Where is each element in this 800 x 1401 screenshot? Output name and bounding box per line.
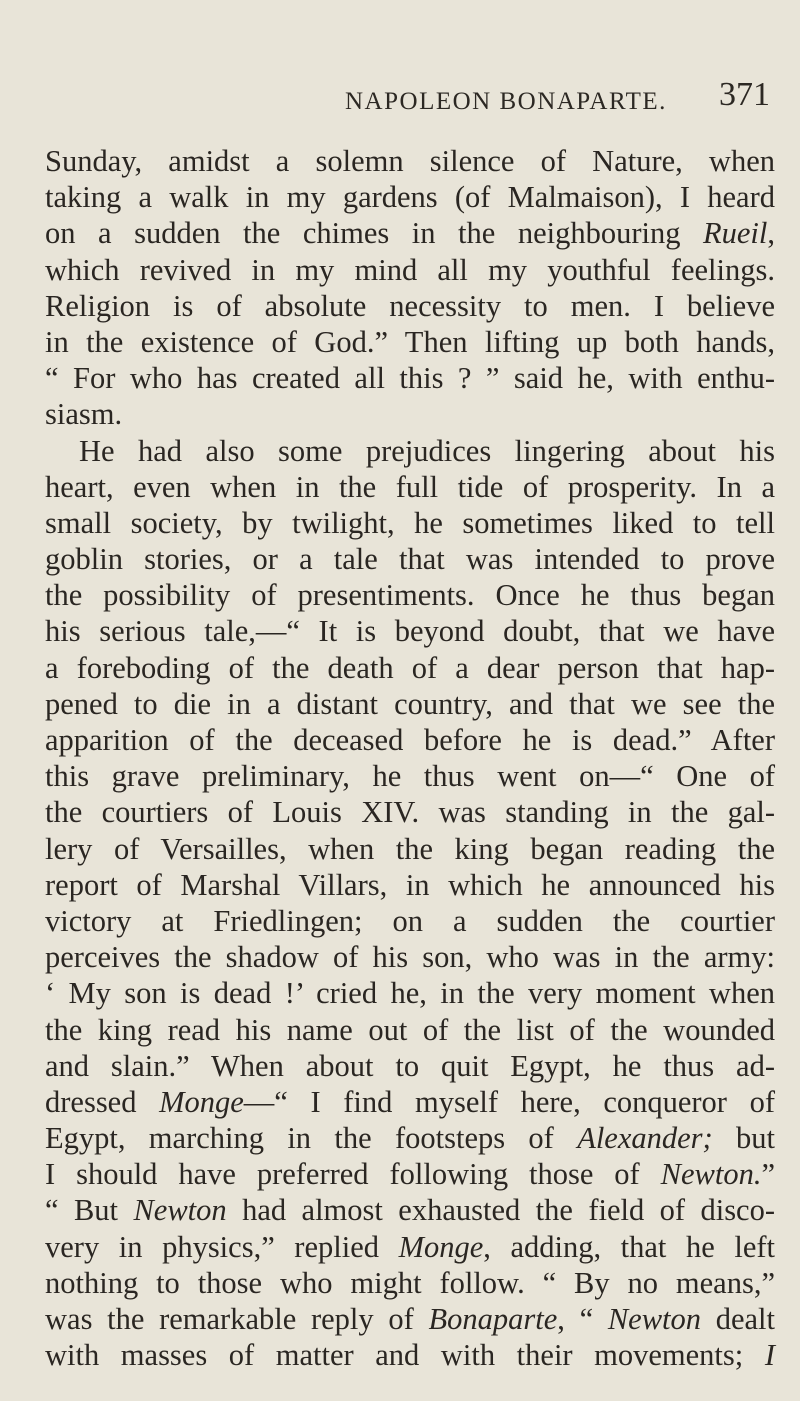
running-head [0, 76, 800, 128]
text-segment: which revived in my mind all my youthful feelings. [45, 252, 775, 287]
text-segment: heart, even when in the full tide of prosperity. In a [45, 469, 775, 504]
text-line [45, 360, 775, 396]
text-segment: report of Marshal Villars, in which he announced his [45, 867, 775, 902]
text-segment: with masses of matter and with their movements; [45, 1338, 765, 1373]
text-segment: —“ I find myself here, conqueror of [243, 1084, 775, 1119]
running-title: NAPOLEON BONAPARTE. [345, 88, 667, 115]
text-line [45, 794, 775, 830]
text-line [45, 1012, 775, 1048]
text-line [45, 252, 775, 288]
italic-text: Monge [398, 1229, 484, 1264]
text-segment: but [712, 1121, 775, 1156]
text-line [45, 722, 775, 758]
text-line [45, 686, 775, 722]
text-line [45, 1265, 775, 1301]
text-line [45, 324, 775, 360]
text-line [45, 541, 775, 577]
text-segment: was the remarkable reply of [45, 1302, 429, 1336]
text-segment: He had also some prejudices lingering about his [79, 433, 775, 468]
text-segment: the king read his name out of the list of the wounded [45, 1012, 775, 1047]
text-line [45, 1084, 775, 1120]
text-line [45, 396, 775, 432]
text-line [45, 1120, 775, 1156]
text-line [45, 179, 775, 215]
text-segment: I should have preferred following those of [45, 1157, 661, 1192]
text-segment: had almost exhausted the field of disco- [226, 1193, 776, 1228]
text-line [45, 1156, 775, 1192]
text-segment: taking a walk in my gardens (of Malmaison), I heard [45, 180, 775, 215]
italic-text: Newton [607, 1302, 702, 1336]
text-segment: , adding, that he left [483, 1229, 775, 1264]
text-segment: “ For who has created all this ? ” said he, with enthu- [45, 361, 775, 396]
italic-text: Rueil [703, 216, 768, 251]
text-line [45, 1301, 775, 1337]
italic-text: I [764, 1338, 775, 1373]
text-segment: goblin stories, or a tale that was intended to prove [45, 542, 775, 577]
text-line [45, 939, 775, 975]
italic-text: Monge [159, 1084, 244, 1119]
text-line [45, 215, 775, 251]
text-line [45, 288, 775, 324]
text-line [45, 758, 775, 794]
text-segment: this grave preliminary, he thus went on—“ One of [45, 759, 775, 794]
text-line [45, 867, 775, 903]
text-segment: “ But [45, 1193, 134, 1228]
text-segment: ‘ My son is dead !’ cried he, in the very moment when [45, 976, 775, 1011]
text-segment: , [767, 216, 775, 251]
text-line [45, 1048, 775, 1084]
text-segment: a foreboding of the death of a dear person that hap- [45, 650, 775, 685]
text-segment: small society, by twilight, he sometimes liked to tell [45, 505, 775, 540]
italic-text: Newton. [660, 1157, 762, 1192]
text-segment: nothing to those who might follow. “ By no means,” [45, 1265, 775, 1300]
text-segment: and slain.” When about to quit Egypt, he thus ad- [45, 1048, 775, 1083]
text-segment: the courtiers of Louis XIV. was standing in the gal- [45, 795, 775, 830]
text-segment: ” [761, 1157, 775, 1192]
text-segment: dressed [45, 1084, 160, 1119]
text-line [45, 505, 775, 541]
text-line [45, 613, 775, 649]
text-line [45, 903, 775, 939]
text-line [45, 577, 775, 613]
italic-text: Alexander; [577, 1121, 713, 1156]
text-line [45, 143, 775, 179]
text-segment: dealt [701, 1302, 775, 1336]
text-segment: Religion is of absolute necessity to men. I believe [45, 288, 775, 323]
text-line [45, 975, 775, 1011]
text-segment: on a sudden the chimes in the neighbouring [45, 216, 703, 251]
text-segment: Sunday, amidst a solemn silence of Nature, when [45, 144, 775, 178]
text-line [45, 433, 775, 469]
text-segment: in the existence of God.” Then lifting up both hands, [45, 324, 775, 359]
body-text [45, 143, 775, 1373]
text-segment: very in physics,” replied [45, 1229, 399, 1264]
text-segment: apparition of the deceased before he is dead.” After [45, 723, 775, 757]
text-line [45, 650, 775, 686]
text-segment: , “ [557, 1302, 608, 1336]
text-segment: the possibility of presentiments. Once he thus began [45, 578, 775, 613]
text-segment: perceives the shadow of his son, who was in the army: [45, 940, 775, 975]
text-segment: pened to die in a distant country, and that we see the [45, 686, 775, 721]
page-number: 371 [719, 76, 770, 113]
text-line [45, 1337, 775, 1373]
italic-text: Bonaparte [428, 1302, 558, 1336]
italic-text: Newton [133, 1193, 227, 1228]
text-line [45, 1192, 775, 1228]
text-line [45, 831, 775, 867]
text-segment: victory at Friedlingen; on a sudden the courtier [45, 903, 775, 938]
text-segment: his serious tale,—“ It is beyond doubt, that we have [45, 614, 775, 649]
text-segment: lery of Versailles, when the king began reading the [45, 831, 775, 866]
text-segment: Egypt, marching in the footsteps of [45, 1121, 578, 1156]
text-line [45, 1229, 775, 1265]
text-line [45, 469, 775, 505]
text-segment: siasm. [45, 397, 123, 432]
